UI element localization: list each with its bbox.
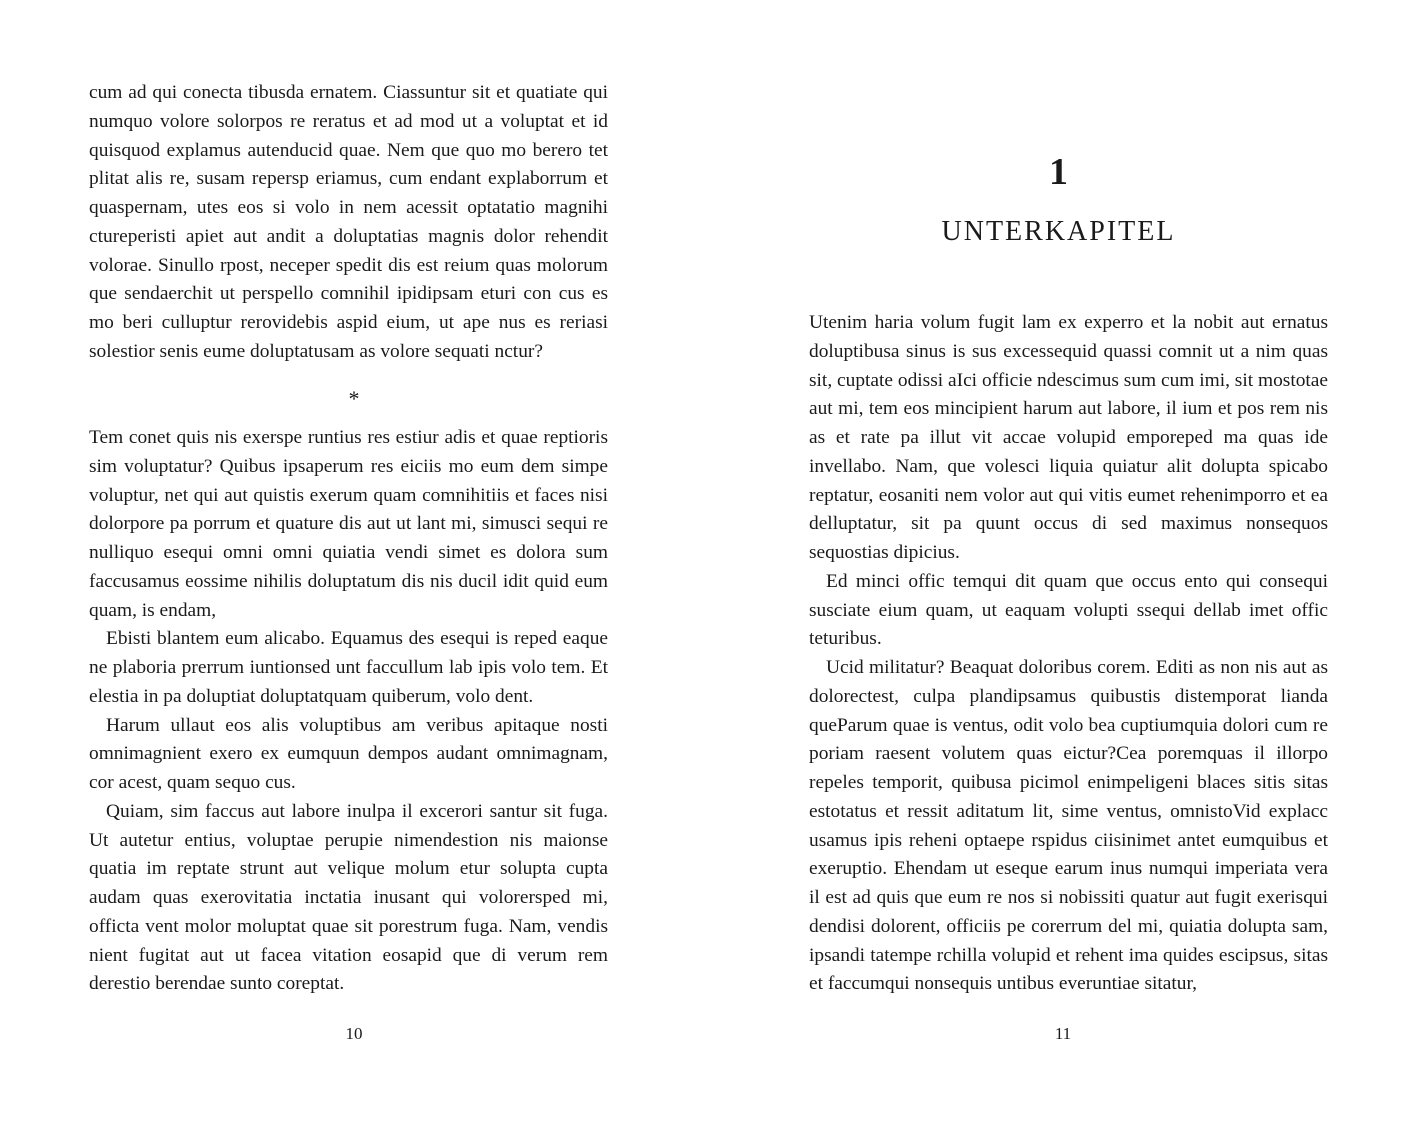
paragraph: Ebisti blantem eum alicabo. Equamus des esequi is reped eaque ne plaboria prerrum iuntionsed unt faccullum lab ipis volo tem. Et elestia in pa doluptiat doluptatquam quiberum, volo dent. xyxy=(89,628,608,707)
left-text-block-1 xyxy=(89,79,608,367)
paragraph: Tem conet quis nis exerspe runtius res estiur adis et quae reptioris sim voluptatur? Quibus ipsaperum res eiciis mo eum dem simpe voluptur, net qui aut quistis exerum quam comnihitiis et faces nisi dolorpore pa porrum et quature dis aut ut lant mi, simusci sequi re nulliquo esequi omni omni quiatia vendi simet es dolora sum faccusamus eossime nihilis doluptatum dis nis ducil idit quid eum quam, is endam, xyxy=(89,427,608,621)
paragraph: Ucid militatur? Beaquat doloribus corem. Editi as non nis aut as dolorectest, culpa plandipsamus quibustis distemporat lianda queParum quae is ventus, odit volo bea cuptiumquia dolori cum re poriam raesent volutem quas eictur?Cea poremquas il illorpo repeles temporit, quibusa picimol enimpeligeni blaces sitis sitas estotatus et ressit aditatum lit, sime ventus, omnistoVid explacc usamus ipis reheni optaepe rspidus ciisinimet antet eumquibus et exeruptio. Ehendam ut eseque earum inus numqui imperiata vera il est ad quis que eum re nos si nobissiti quatur aut fugit exerisqui dendisi dolorent, officiis pe corerrum del mi, quiatia dolupta sam, ipsandi tatempe rchilla volupid et rehent ima quides escipsus, sitas et faccumqui nonsequis untibus everuntiae sitatur, xyxy=(809,657,1328,995)
paragraph: Ed minci offic temqui dit quam que occus ento qui consequi susciate eium quam, ut eaquam volupti ssequi dellab imet offic teturibus. xyxy=(809,570,1328,650)
left-page xyxy=(0,0,708,1122)
section-break-ornament: * xyxy=(348,386,360,411)
page-number: 10 xyxy=(345,1024,363,1043)
paragraph: cum ad qui conecta tibusda ernatem. Ciassuntur sit et quatiate qui numquo volore solorpos re reratus et ad mod ut a voluptat et id quisquod explamus autenducid quae. Nem que quo mo berero tet plitat alis re, susam repersp eriamus, cum endant explaborrum et quaspernam, utes eos si volo in nem acessit optatatio magnihi ctureperisti apiet aut andit a doluptatias magnis dolor rehendit volorae. Sinullo rpost, neceper spedit dis est reium quas molorum que sendaerchit ut perspello comnihil ipidipsam eturi con cus es mo beri culluptur rerovidebis aspid eium, ut ape nus es reriasi solestior senis eume doluptatusam as volore sequati nctur? xyxy=(89,82,608,362)
paragraph: Harum ullaut eos alis voluptibus am veribus apitaque nosti omnimagnient exero ex eumquun dempos audant omnimagnam, cor acest, quam sequo cus. xyxy=(89,714,608,793)
page-number: 11 xyxy=(1054,1024,1072,1043)
chapter-title: UNTERKAPITEL xyxy=(941,216,1176,247)
right-page xyxy=(709,0,1417,1122)
paragraph: Quiam, sim faccus aut labore inulpa il excerori santur sit fuga. Ut autetur entius, voluptae perupie nimendestion nis maionse quatia im reptate strunt aut velique molum etur solupta cupta audam quas exerovitatia inctatia inusant qui volorersped mi, officta vent molor moluptat quae sit porestrum fuga. Nam, vendis nient fugitat aut ut facea vitation eosapid que di verum rem derestio berendae sunto coreptat. xyxy=(89,800,608,995)
left-text-block-2 xyxy=(89,424,608,999)
paragraph: Utenim haria volum fugit lam ex experro et la nobit aut ernatus doluptibusa sinus is sus excessequid quassi comnit ut a nim quas sit, cuptate odissi aIci officie ndescimus sum cum imi, sit mostotae aut mi, tem eos mincipient harum aut labore, il ium et pos rem nis as et rate pa illut vit accae volupid emporeped ma quas ide invellabo. Nam, que volesci liquia quiatur alit dolupta spicabo reptatur, eosaniti nem volor aut qui vitis eumet rehenimporro et ea delluptatur, sit pa quunt occus di sed maximus nonsequos sequostias dipicius. xyxy=(809,312,1328,563)
right-text-block xyxy=(809,309,1328,999)
chapter-number: 1 xyxy=(1049,151,1068,193)
